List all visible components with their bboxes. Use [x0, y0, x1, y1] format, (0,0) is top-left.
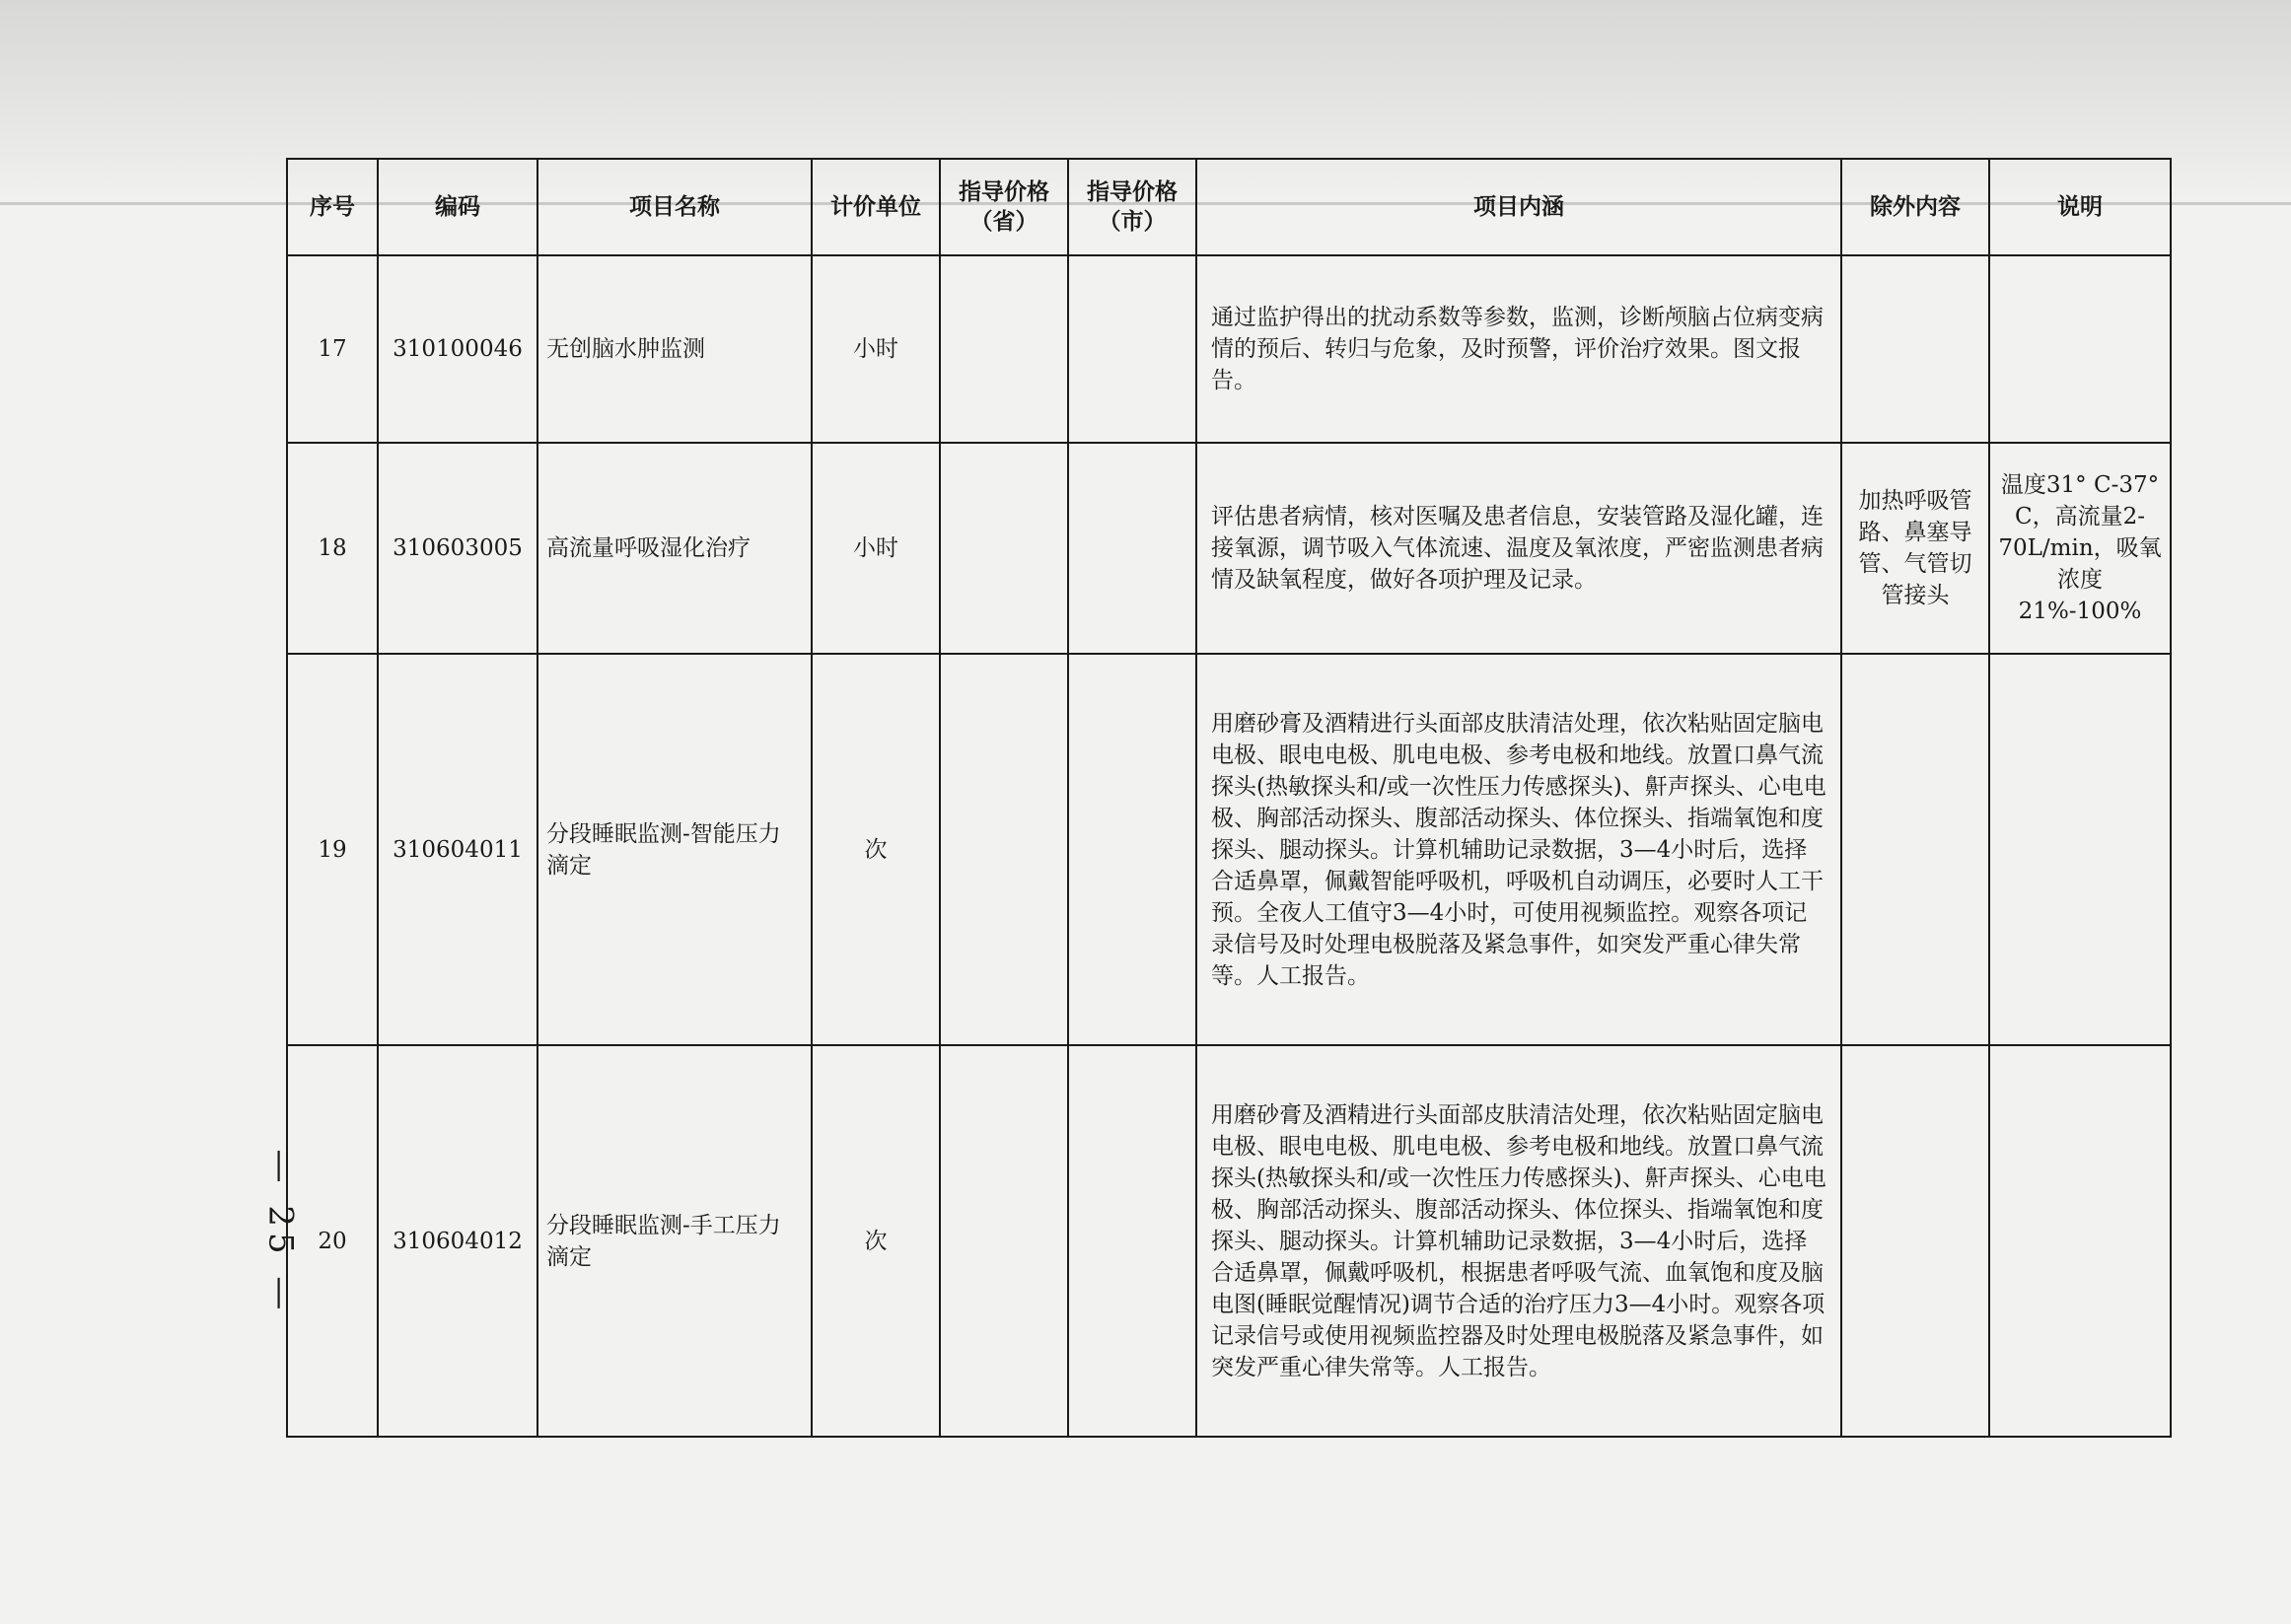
- header-unit: 计价单位: [812, 159, 940, 255]
- cell-code: 310604012: [378, 1045, 537, 1437]
- cell-price-province: [940, 1045, 1068, 1437]
- cell-unit: 次: [812, 654, 940, 1045]
- cell-content: 用磨砂膏及酒精进行头面部皮肤清洁处理，依次粘贴固定脑电电极、眼电电极、肌电电极、参考电极和地线。放置口鼻气流探头(热敏探头和/或一次性压力传感探头)、鼾声探头、心电电极、胸部活动探头、腹部活动探头、体位探头、指端氧饱和度探头、腿动探头。计算机辅助记录数据，3—4小时后，选择合适鼻罩，佩戴呼吸机，根据患者呼吸气流、血氧饱和度及脑电图(睡眠觉醒情况)调节合适的治疗压力3—4小时。观察各项记录信号或使用视频监控器及时处理电极脱落及紧急事件，如突发严重心律失常等。人工报告。: [1196, 1045, 1841, 1437]
- table-row: [287, 443, 2171, 654]
- cell-note: [1989, 255, 2171, 443]
- cell-excluded: 加热呼吸管路、鼻塞导管、气管切管接头: [1841, 443, 1989, 654]
- cell-content: 用磨砂膏及酒精进行头面部皮肤清洁处理，依次粘贴固定脑电电极、眼电电极、肌电电极、参考电极和地线。放置口鼻气流探头(热敏探头和/或一次性压力传感探头)、鼾声探头、心电电极、胸部活动探头、腹部活动探头、体位探头、指端氧饱和度探头、腿动探头。计算机辅助记录数据，3—4小时后，选择合适鼻罩，佩戴智能呼吸机，呼吸机自动调压，必要时人工干预。全夜人工值守3—4小时，可使用视频监控。观察各项记录信号及时处理电极脱落及紧急事件，如突发严重心律失常等。人工报告。: [1196, 654, 1841, 1045]
- cell-seq: 20: [287, 1045, 378, 1437]
- cell-code: 310603005: [378, 443, 537, 654]
- cell-note: [1989, 1045, 2171, 1437]
- table-row: [287, 255, 2171, 443]
- cell-content: 通过监护得出的扰动系数等参数，监测，诊断颅脑占位病变病情的预后、转归与危象，及时预警，评价治疗效果。图文报告。: [1196, 255, 1841, 443]
- header-note: 说明: [1989, 159, 2171, 255]
- cell-price-city: [1068, 443, 1196, 654]
- table-header-row: [287, 159, 2171, 255]
- cell-code: 310604011: [378, 654, 537, 1045]
- cell-excluded: [1841, 1045, 1989, 1437]
- header-price-city: 指导价格（市）: [1068, 159, 1196, 255]
- header-seq: 序号: [287, 159, 378, 255]
- page-number: — 25 —: [260, 1149, 301, 1316]
- cell-excluded: [1841, 255, 1989, 443]
- cell-seq: 17: [287, 255, 378, 443]
- cell-price-city: [1068, 654, 1196, 1045]
- cell-excluded: [1841, 654, 1989, 1045]
- cell-code: 310100046: [378, 255, 537, 443]
- cell-price-city: [1068, 255, 1196, 443]
- cell-price-city: [1068, 1045, 1196, 1437]
- cell-unit: 次: [812, 1045, 940, 1437]
- cell-unit: 小时: [812, 255, 940, 443]
- header-item-name: 项目名称: [537, 159, 812, 255]
- cell-item-name: 高流量呼吸湿化治疗: [537, 443, 812, 654]
- cell-note: 温度31° C-37° C，高流量2-70L/min，吸氧浓度21%-100%: [1989, 443, 2171, 654]
- cell-seq: 19: [287, 654, 378, 1045]
- cell-seq: 18: [287, 443, 378, 654]
- cell-item-name: 无创脑水肿监测: [537, 255, 812, 443]
- cell-item-name: 分段睡眠监测-智能压力滴定: [537, 654, 812, 1045]
- header-price-province: 指导价格（省）: [940, 159, 1068, 255]
- cell-price-province: [940, 443, 1068, 654]
- cell-note: [1989, 654, 2171, 1045]
- cell-price-province: [940, 654, 1068, 1045]
- table-row: [287, 654, 2171, 1045]
- header-code: 编码: [378, 159, 537, 255]
- cell-content: 评估患者病情，核对医嘱及患者信息，安装管路及湿化罐，连接氧源，调节吸入气体流速、温度及氧浓度，严密监测患者病情及缺氧程度，做好各项护理及记录。: [1196, 443, 1841, 654]
- header-excluded: 除外内容: [1841, 159, 1989, 255]
- pricing-table: [286, 158, 2172, 1438]
- table-row: [287, 1045, 2171, 1437]
- header-content: 项目内涵: [1196, 159, 1841, 255]
- cell-unit: 小时: [812, 443, 940, 654]
- cell-price-province: [940, 255, 1068, 443]
- cell-item-name: 分段睡眠监测-手工压力滴定: [537, 1045, 812, 1437]
